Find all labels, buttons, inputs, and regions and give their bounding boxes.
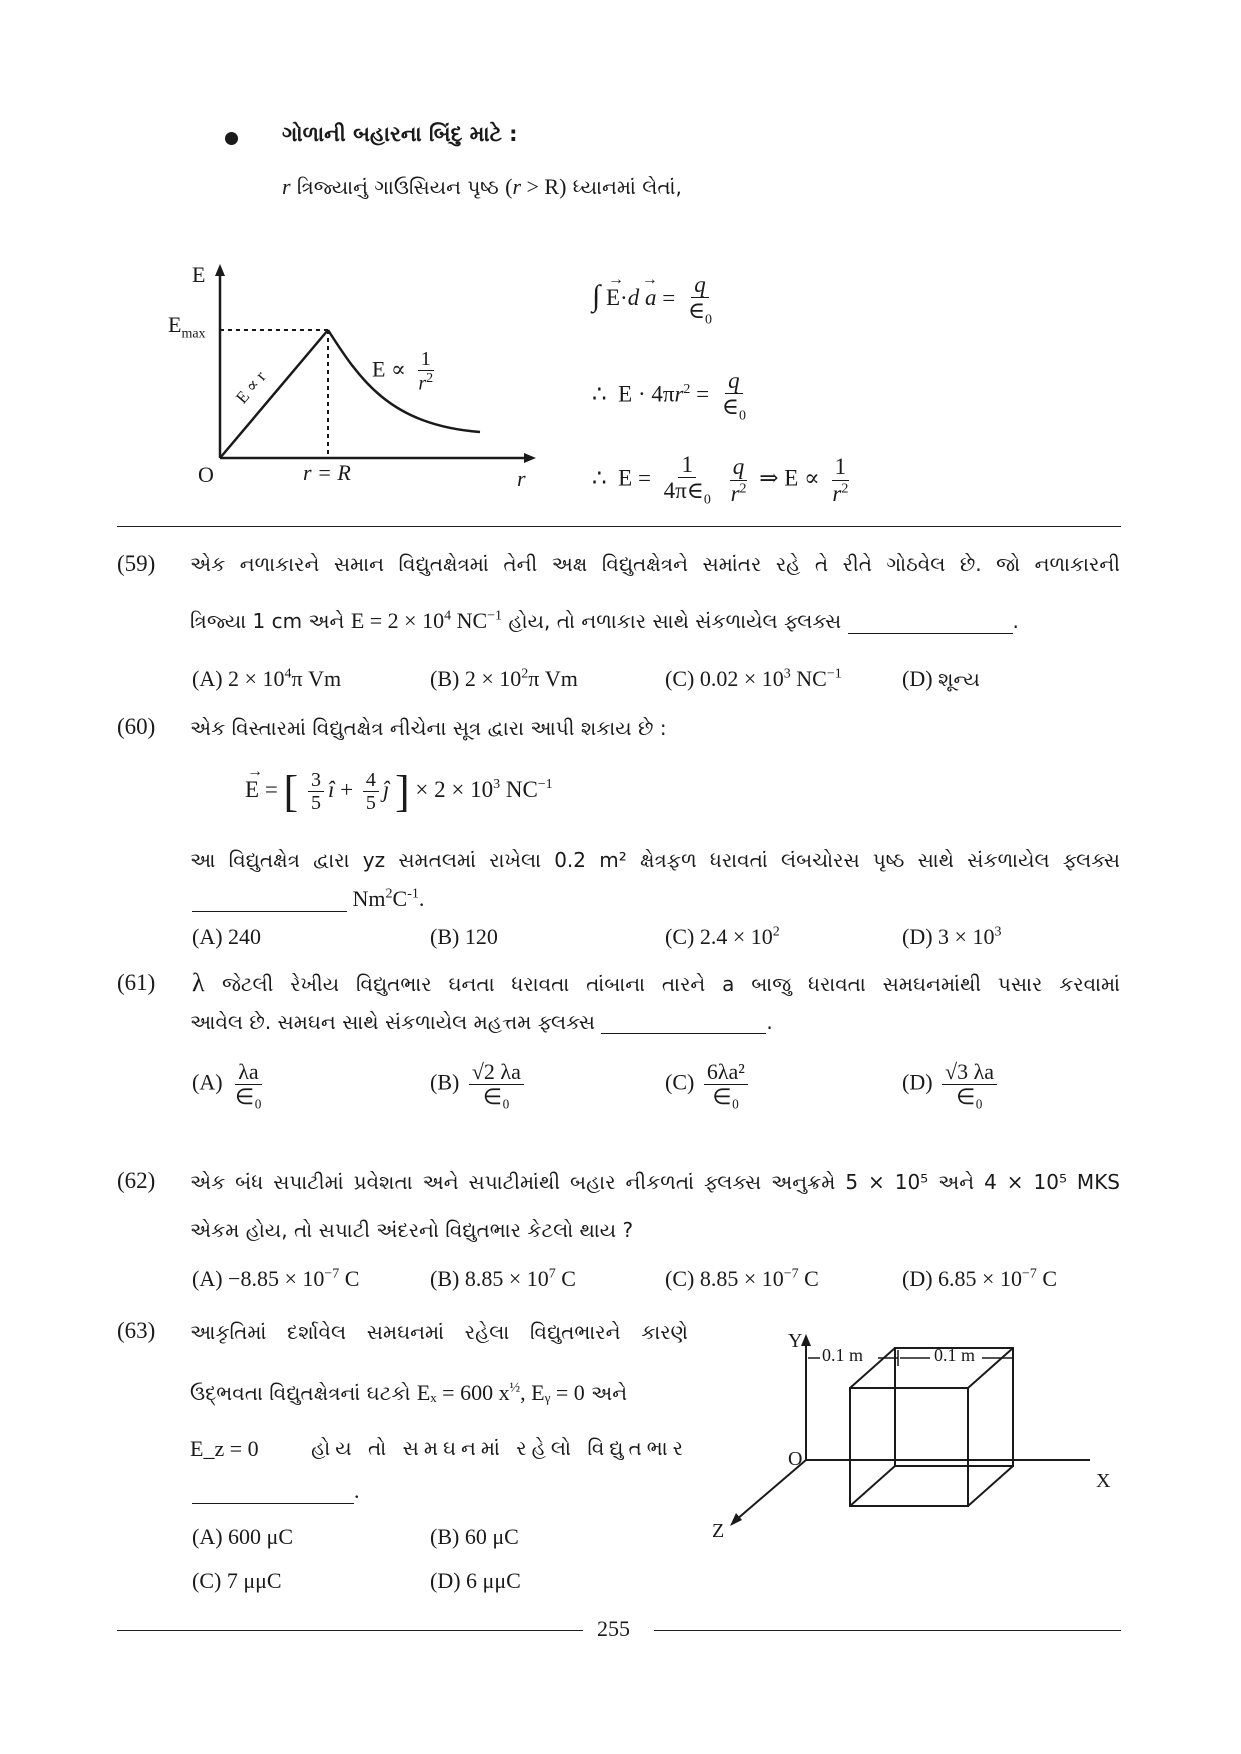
q60-option-a[interactable]: (A) 240 [192,924,262,949]
equation-step-2: ∴ $E \cdot 4\pi r^2$ = $\frac{q}{\in_0}$ [592,368,746,424]
bullet-dot [225,132,238,145]
q62-option-b[interactable]: (B) $8.85 \times 10^7$ C [430,1266,576,1291]
cube-z-label: Z [712,1520,725,1542]
q61-option-b[interactable]: (B) $\frac{√2 \lambda a}{\text{∈₀}}$ [430,1060,528,1109]
q61-line1: જેટલી રેખીય વિદ્યુતભાર ઘનતા ધરાવતા તાંબાના તારને a બાજુ ધરાવતા સમઘનમાંથી પસાર કરવામાં [222,972,1120,996]
q63-line1: આકૃતિમાં દર્શાવેલ સમઘનમાં રહેલા વિદ્યુતભારને કારણે [190,1320,688,1344]
q60-option-b[interactable]: (B) 120 [430,924,498,949]
q60-option-d[interactable]: (D) $3 \times 10^3$ [902,924,1002,949]
q61-option-d[interactable]: (D) $\frac{√3 \lambda a}{\text{∈₀}}$ [902,1060,1001,1109]
cube-dimension-1: 0.1 m [822,1345,864,1365]
q59-line1: એક નળાકારને સમાન વિદ્યુતક્ષેત્રમાં તેની અક્ષ વિદ્યુતક્ષેત્રને સમાંતર રહે તે રીતે ગોઠવેલ છે. જો નળાકારની [190,552,1120,576]
footer-rule-left [117,1630,583,1631]
q60-option-c[interactable]: (C) $2.4 \times 10^2$ [665,924,780,949]
q61-lambda: λ [192,968,205,997]
q63-option-b[interactable]: (B) 60 μC [430,1524,519,1549]
cube-figure [700,1330,1120,1560]
falling-label: E ∝ $\frac{1}{r^2}$ [372,348,434,395]
graph-emax-label: $E_{max}$ [168,312,206,342]
q60-field-equation: E → = [ $\frac{3}{5}$ î + $\frac{4}{5}$ ĵ ] × $2 \times 10^3$ $NC^{-1}$ [245,762,553,816]
cube-x-label: X [1096,1470,1111,1492]
q62-option-c[interactable]: (C) $8.85 \times 10^{-7}$ C [665,1266,819,1291]
equation-step-3: ∴ E = $\frac{1}{4\pi\in_0}$ $\frac{q}{r^2}$ ⇒ E ∝ $\frac{1}{r^2}$ [592,452,849,508]
graph-r-eq-R-label: r = R [303,460,351,485]
x-axis-arrow [524,453,536,463]
gauss-law-equation: ∫ E → ·d a → = $\frac{q}{\in_0}$ [592,271,712,328]
gaussian-surface-line: r ત્રિજ્યાનું ગાઉસિયન પૃષ્ઠ (r > R) ધ્યાનમાં લેતાં, [282,174,682,199]
q59-option-b[interactable]: (B) $2 \times 10^2\pi$ Vm [430,666,578,691]
q59-number: (59) [117,551,156,576]
cube-dimension-2: 0.1 m [934,1345,976,1365]
q62-option-a[interactable]: $(A) -8.85 \times 10^{-7}$ C [192,1266,360,1291]
footer-rule-right [654,1630,1121,1631]
q61-number: (61) [117,970,156,995]
q62-option-d[interactable]: (D) $6.85 \times 10^{-7}$ C [902,1266,1058,1291]
cube-y-label: Y [788,1330,803,1352]
section-title: ગોળાની બહારના બિંદુ માટે : [282,122,518,146]
q59-option-a[interactable]: (A) $2 \times 10^4\pi$ Vm [192,666,342,691]
graph-y-label: E [192,262,206,287]
q61-option-a[interactable]: (A) $\frac{\lambda a}{\text{∈₀}}$ [192,1059,262,1110]
q60-line1: એક વિસ્તારમાં વિદ્યુતક્ષેત્ર નીચેના સૂત્ર દ્વારા આપી શકાય છે : [190,716,667,740]
q62-number: (62) [117,1168,156,1193]
q60-number: (60) [117,714,156,739]
q59-line2: ત્રિજ્યા 1 cm અને $E = 2 \times 10^4$ $NC^{-1}$ હોય, તો નળાકાર સાથે સંકળાયેલ ફ્લક્સ . [190,608,1019,633]
rising-label: E ∝ r [232,367,270,408]
cube-front-face [850,1388,968,1506]
section-divider [117,526,1121,527]
q59-option-c[interactable]: (C) $0.02 \times 10^3$ $NC^{-1}$ [665,666,842,691]
page-number: 255 [597,1616,630,1641]
q63-option-d[interactable]: (D) 6 μμC [430,1568,521,1593]
y-axis-arrow [215,264,225,276]
q59-option-d[interactable]: (D) શૂન્ય [902,666,980,691]
q63-option-c[interactable]: (C) 7 μμC [192,1568,282,1593]
q62-line1: એક બંધ સપાટીમાં પ્રવેશતા અને સપાટીમાંથી બહાર નીકળતાં ફ્લક્સ અનુક્રમે 5 × 10⁵ અને 4 × 10⁵ MKS [190,1170,1120,1194]
graph-origin-label: O [198,462,214,487]
q63-line2: ઉદ્ભવતા વિદ્યુતક્ષેત્રનાં ઘટકો Eₓ = 600 $x^{\frac{1}{2}}$, Eᵧ = 0 અને [190,1380,628,1405]
q63-blank: . [192,1478,360,1504]
q60-line2: આ વિદ્યુતક્ષેત્ર દ્વારા yz સમતલમાં રાખેલા 0.2 m² ક્ષેત્રફળ ધરાવતાં લંબચોરસ પૃષ્ઠ સાથે સંકળાયેલ ફ્લક્સ [190,848,1120,872]
q63-option-a[interactable]: (A) 600 μC [192,1524,294,1549]
cube-origin-label: O [788,1448,803,1470]
q63-number: (63) [117,1318,156,1343]
q61-line2: આવેલ છે. સમઘન સાથે સંકળાયેલ મહત્તમ ફ્લક્સ . [190,1010,773,1034]
q61-option-c[interactable]: (C) $\frac{\text{6λa²}}{\text{∈₀}}$ [665,1060,752,1109]
graph-x-label: r [517,466,526,491]
q62-line2: એકમ હોય, તો સપાટી અંદરનો વિદ્યુતભાર કેટલો થાય ? [190,1218,634,1242]
field-vs-radius-graph [160,260,550,500]
q63-line3: E_z = 0 હોય તો સમઘનમાં રહેલો વિદ્યુતભાર [190,1436,688,1461]
q60-line3: $Nm^2C^{-1}$. [192,886,424,912]
